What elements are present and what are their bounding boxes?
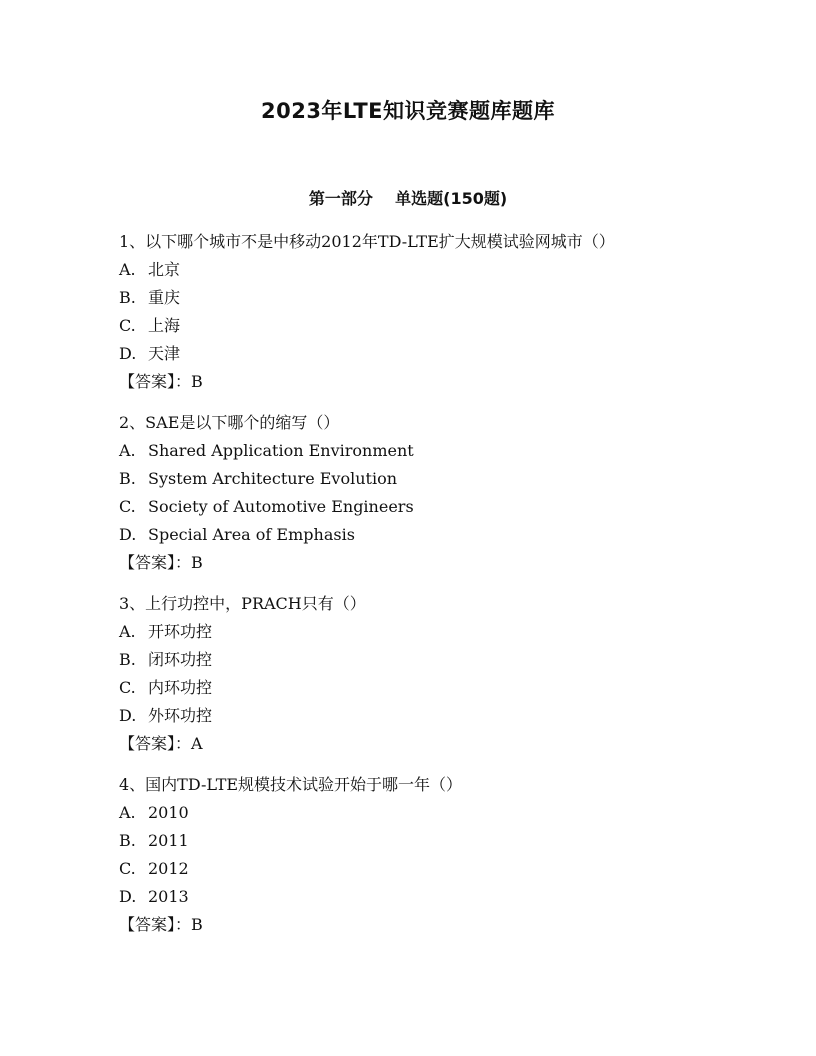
answer-label: 【答案】： — [119, 734, 192, 753]
option-key: C. — [119, 497, 136, 516]
question-stem: 2、SAE是以下哪个的缩写（） — [119, 413, 340, 432]
option-a — [119, 256, 739, 284]
option-text: 开环功控 — [148, 622, 213, 641]
option-text: 北京 — [148, 260, 181, 279]
option-c — [119, 674, 739, 702]
option-key: D. — [119, 344, 137, 363]
option-text: 上海 — [148, 316, 181, 335]
option-text: 内环功控 — [148, 678, 213, 697]
option-text: Special Area of Emphasis — [148, 525, 355, 544]
question-2 — [119, 409, 739, 577]
answer-line — [119, 549, 739, 577]
option-key: B. — [119, 650, 136, 669]
answer-value: B — [191, 915, 203, 934]
answer-value: A — [191, 734, 203, 753]
question-1 — [119, 228, 739, 396]
question-3 — [119, 590, 739, 758]
option-key: D. — [119, 525, 137, 544]
question-4 — [119, 771, 739, 939]
question-stem: 1、以下哪个城市不是中移动2012年TD-LTE扩大规模试验网城市（） — [119, 232, 615, 251]
option-key: D. — [119, 706, 137, 725]
question-stem: 3、上行功控中，PRACH只有（） — [119, 594, 366, 613]
option-key: C. — [119, 859, 136, 878]
option-key: A. — [119, 260, 136, 279]
option-a — [119, 799, 739, 827]
option-b — [119, 465, 739, 493]
option-key: D. — [119, 887, 137, 906]
option-c — [119, 312, 739, 340]
answer-line — [119, 730, 739, 758]
option-d — [119, 883, 739, 911]
option-key: B. — [119, 288, 136, 307]
option-key: B. — [119, 469, 136, 488]
option-text: 重庆 — [148, 288, 181, 307]
answer-label: 【答案】： — [119, 372, 192, 391]
option-key: A. — [119, 803, 136, 822]
option-text: 2011 — [148, 831, 189, 850]
option-key: C. — [119, 316, 136, 335]
option-c — [119, 493, 739, 521]
option-b — [119, 827, 739, 855]
option-a — [119, 618, 739, 646]
option-d — [119, 521, 739, 549]
answer-label: 【答案】： — [119, 915, 192, 934]
option-d — [119, 340, 739, 368]
option-b — [119, 646, 739, 674]
option-key: C. — [119, 678, 136, 697]
answer-label: 【答案】： — [119, 553, 192, 572]
option-d — [119, 702, 739, 730]
option-text: Society of Automotive Engineers — [148, 497, 414, 516]
option-text: 2013 — [148, 887, 189, 906]
option-key: A. — [119, 441, 136, 460]
option-key: A. — [119, 622, 136, 641]
option-text: 闭环功控 — [148, 650, 213, 669]
option-text: System Architecture Evolution — [148, 469, 398, 488]
option-c — [119, 855, 739, 883]
question-list — [119, 228, 739, 952]
option-key: B. — [119, 831, 136, 850]
option-text: 2010 — [148, 803, 189, 822]
document-title: 2023年LTE知识竞赛题库题库 — [260, 99, 556, 123]
question-stem: 4、国内TD-LTE规模技术试验开始于哪一年（） — [119, 775, 463, 794]
answer-line — [119, 368, 739, 396]
section-title: 第一部分 单选题(150题) — [308, 189, 508, 208]
answer-value: B — [191, 553, 203, 572]
answer-value: B — [191, 372, 203, 391]
option-text: 外环功控 — [148, 706, 213, 725]
option-a — [119, 437, 739, 465]
answer-line — [119, 911, 739, 939]
option-b — [119, 284, 739, 312]
option-text: Shared Application Environment — [148, 441, 414, 460]
option-text: 2012 — [148, 859, 189, 878]
option-text: 天津 — [148, 344, 181, 363]
